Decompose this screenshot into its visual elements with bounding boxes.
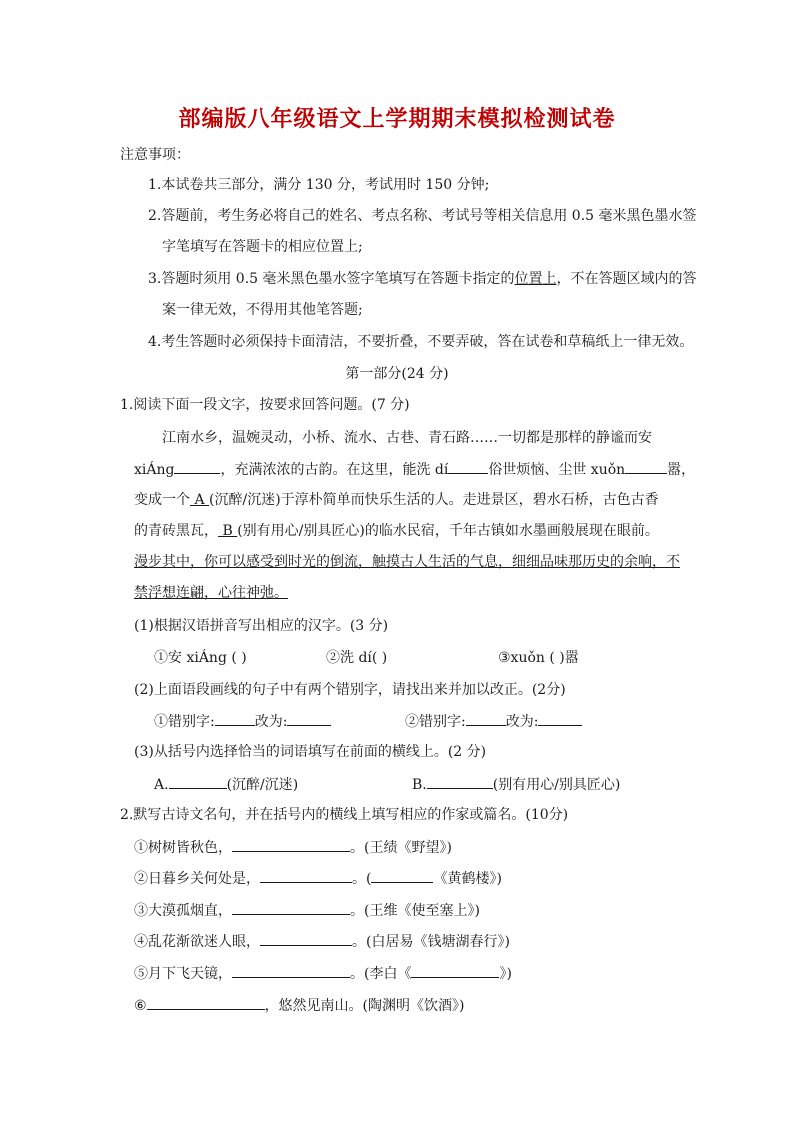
q2-line4 <box>134 931 510 952</box>
q1-sub2: (2)上面语段画线的句子中有两个错别字，请找出来并加以改正。(2分) <box>134 682 566 698</box>
blank[interactable] <box>411 963 499 978</box>
q1-sub1-item2: ②洗 dí( ) <box>326 650 388 666</box>
text: ，悠然见南山。(陶渊明《饮酒》) <box>264 998 465 1014</box>
note-3-underlined: 位置上 <box>514 271 557 287</box>
q2-line2 <box>134 868 502 889</box>
text: 。(王维《使至塞上》) <box>350 903 480 919</box>
q1-passage-line5: 漫步其中，你可以感受到时光的倒流，触摸古人生活的气息，细细品味那历史的余响，不 <box>134 554 680 570</box>
text: ①错别字: <box>154 714 215 730</box>
q2-line6 <box>134 995 465 1016</box>
q1-sub1: (1)根据汉语拼音写出相应的汉字。(3 分) <box>134 618 389 634</box>
note-1: 1.本试卷共三部分，满分 130 分，考试用时 150 分钟; <box>148 177 490 193</box>
note-3-line2: 案一律无效，不得用其他笔答题; <box>162 302 363 318</box>
q1-passage-line6: 禁浮想连翩，心往神弛。 <box>134 585 288 601</box>
blank[interactable] <box>625 459 667 474</box>
text: ①树树皆秋色， <box>134 840 232 856</box>
text: 变成一个 <box>134 492 190 508</box>
text: ⑤月下飞天镜， <box>134 966 232 982</box>
blank[interactable] <box>232 963 350 978</box>
blank[interactable] <box>427 774 493 789</box>
page-title: 部编版八年级语文上学期期末模拟检测试卷 <box>178 106 616 132</box>
blank[interactable] <box>260 931 352 946</box>
text: A. <box>154 777 169 793</box>
q1-sub1-item1: ①安 xiÁng ( ) <box>154 650 247 666</box>
text: B. <box>412 777 427 793</box>
q1-passage-line1: 江南水乡，温婉灵动，小桥、流水、古巷、青石路……一切都是那样的静谧而安 <box>162 430 652 446</box>
text: 。(王绩《野望》) <box>350 840 452 856</box>
text: 嚣， <box>667 462 696 478</box>
blank[interactable] <box>232 900 350 915</box>
text: ⑥ <box>134 998 147 1014</box>
q1-stem: 1.阅读下面一段文字，按要求回答问题。(7 分) <box>120 397 410 413</box>
blank[interactable] <box>371 868 433 883</box>
text: (沉醉/沉迷)于淳朴简单而快乐生活的人。走进景区，碧水石桥，古色古香 <box>209 492 659 508</box>
text: 改为: <box>505 714 539 730</box>
note-3-text-a: 3.答题时须用 0.5 毫米黑色墨水签字笔填写在答题卡指定的 <box>148 271 515 287</box>
notes-heading: 注意事项： <box>120 147 190 163</box>
text: (别有用心/别具匠心) <box>492 777 621 793</box>
blank[interactable] <box>147 995 265 1010</box>
q1-passage-line2 <box>134 459 695 480</box>
text: 。( <box>352 871 372 887</box>
text: 。(白居易《钱塘湖春行》) <box>352 934 510 950</box>
blank[interactable] <box>466 711 506 726</box>
text: ，充满浓浓的古韵。在这里，能洗 dí <box>220 462 449 478</box>
text: (沉醉/沉迷) <box>226 777 299 793</box>
text: 《黄鹤楼》) <box>433 871 502 887</box>
q1-passage-line4 <box>134 521 659 541</box>
blank[interactable] <box>174 459 220 474</box>
q1-sub2-item1 <box>154 711 331 732</box>
text: 。(李白《 <box>350 966 412 982</box>
note-2-line1: 2.答题前，考生务必将自己的姓名、考点名称、考试号等相关信息用 0.5 毫米黑色墨水签 <box>148 208 697 224</box>
text: (别有用心/别具匠心)的临水民宿，千年古镇如水墨画般展现在眼前。 <box>237 523 659 539</box>
blank[interactable] <box>448 459 488 474</box>
text: ④乱花渐欲迷人眼， <box>134 934 260 950</box>
text: 改为: <box>254 714 288 730</box>
blank-A[interactable]: A <box>190 492 210 508</box>
note-3-text-b: ，不在答题区域内的答 <box>556 271 697 287</box>
q2-line1 <box>134 837 452 858</box>
text: ②错别字: <box>405 714 466 730</box>
blank[interactable] <box>538 711 582 726</box>
note-3-line1 <box>148 269 697 289</box>
blank[interactable] <box>215 711 255 726</box>
text: 俗世烦恼、尘世 xuǒn <box>488 462 626 478</box>
blank[interactable] <box>232 837 350 852</box>
q2-line3 <box>134 900 480 921</box>
q1-sub2-item2 <box>405 711 582 732</box>
q2-stem: 2.默写古诗文名句，并在括号内的横线上填写相应的作家或篇名。(10分) <box>120 807 569 823</box>
text: ③大漠孤烟直， <box>134 903 232 919</box>
note-2-line2: 字笔填写在答题卡的相应位置上; <box>162 239 363 255</box>
text: 的青砖黑瓦， <box>134 523 218 539</box>
note-4: 4.考生答题时必须保持卡面清洁，不要折叠，不要弄破，答在试卷和草稿纸上一律无效。 <box>148 334 694 350</box>
q1-sub1-item3: ③xuǒn ( )嚣 <box>498 650 579 666</box>
q1-sub3-item2 <box>412 774 620 795</box>
blank[interactable] <box>169 774 227 789</box>
blank[interactable] <box>287 711 331 726</box>
blank[interactable] <box>260 868 352 883</box>
text: xiÁng <box>134 462 175 478</box>
q1-sub3: (3)从括号内选择恰当的词语填写在前面的横线上。(2 分) <box>134 744 487 760</box>
q2-line5 <box>134 963 512 984</box>
blank-B[interactable]: B <box>218 523 238 539</box>
text: 》) <box>499 966 512 982</box>
q1-passage-line3 <box>134 490 659 510</box>
text: ②日暮乡关何处是， <box>134 871 260 887</box>
q1-sub3-item1 <box>154 774 298 795</box>
section-heading: 第一部分(24 分) <box>345 366 449 382</box>
